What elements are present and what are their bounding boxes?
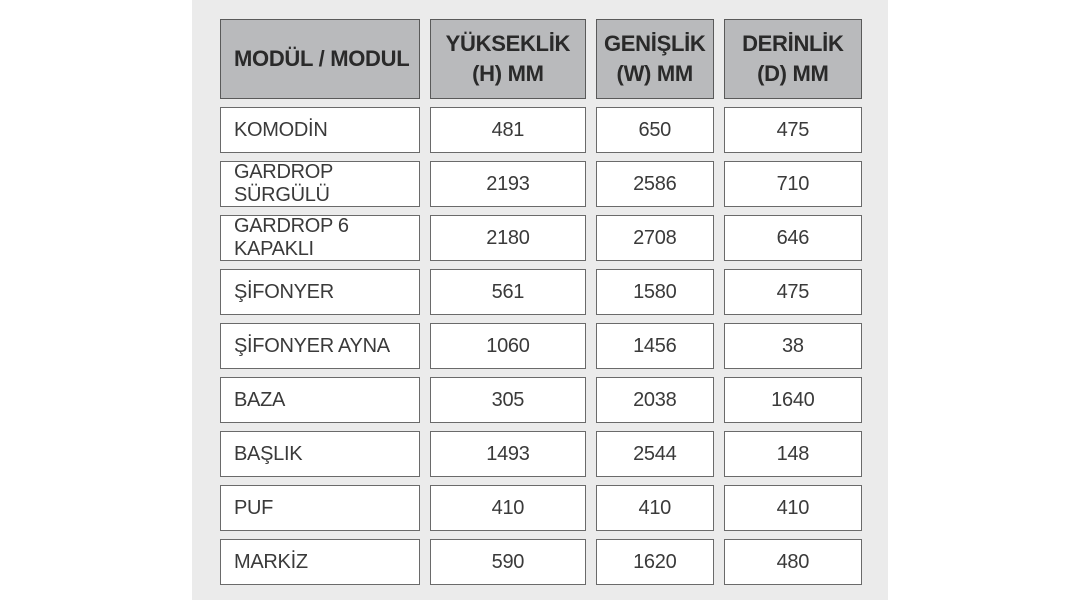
width-value: 1456: [596, 323, 714, 369]
width-value: 2544: [596, 431, 714, 477]
height-value: 561: [430, 269, 586, 315]
depth-value: 1640: [724, 377, 862, 423]
height-value: 590: [430, 539, 586, 585]
module-name: KOMODİN: [220, 107, 420, 153]
header-module-label: MODÜL / MODUL: [234, 46, 410, 71]
table-row: [220, 323, 862, 369]
header-depth-label: DERİNLİK: [742, 31, 844, 56]
table-row: [220, 269, 862, 315]
header-height-label: YÜKSEKLİK: [445, 31, 571, 56]
table-row: [220, 215, 862, 261]
table-header-row: [220, 19, 862, 99]
height-value: 1493: [430, 431, 586, 477]
width-value: 2038: [596, 377, 714, 423]
table-row: [220, 431, 862, 477]
width-value: 2708: [596, 215, 714, 261]
module-name: GARDROP 6 KAPAKLI: [220, 215, 420, 261]
header-depth-unit: (D) MM: [757, 61, 829, 86]
depth-value: 475: [724, 107, 862, 153]
header-module: [220, 19, 420, 99]
depth-value: 475: [724, 269, 862, 315]
height-value: 2193: [430, 161, 586, 207]
width-value: 1580: [596, 269, 714, 315]
width-value: 2586: [596, 161, 714, 207]
table-row: [220, 107, 862, 153]
header-height: [430, 19, 586, 99]
header-width-label: GENİŞLİK: [603, 31, 706, 56]
table-row: [220, 539, 862, 585]
height-value: 1060: [430, 323, 586, 369]
module-name: ŞİFONYER AYNA: [220, 323, 420, 369]
module-name: MARKİZ: [220, 539, 420, 585]
width-value: 410: [596, 485, 714, 531]
table-row: [220, 161, 862, 207]
module-name: GARDROP SÜRGÜLÜ: [220, 161, 420, 207]
module-name: PUF: [220, 485, 420, 531]
depth-value: 710: [724, 161, 862, 207]
depth-value: 148: [724, 431, 862, 477]
height-value: 2180: [430, 215, 586, 261]
height-value: 305: [430, 377, 586, 423]
module-name: BAZA: [220, 377, 420, 423]
depth-value: 480: [724, 539, 862, 585]
table-row: [220, 485, 862, 531]
module-name: ŞİFONYER: [220, 269, 420, 315]
dimensions-table: [220, 19, 862, 593]
header-height-unit: (H) MM: [472, 61, 544, 86]
width-value: 650: [596, 107, 714, 153]
header-depth: [724, 19, 862, 99]
module-name: BAŞLIK: [220, 431, 420, 477]
depth-value: 38: [724, 323, 862, 369]
header-width: [596, 19, 714, 99]
height-value: 481: [430, 107, 586, 153]
table-row: [220, 377, 862, 423]
depth-value: 646: [724, 215, 862, 261]
header-width-unit: (W) MM: [616, 61, 693, 86]
height-value: 410: [430, 485, 586, 531]
width-value: 1620: [596, 539, 714, 585]
depth-value: 410: [724, 485, 862, 531]
